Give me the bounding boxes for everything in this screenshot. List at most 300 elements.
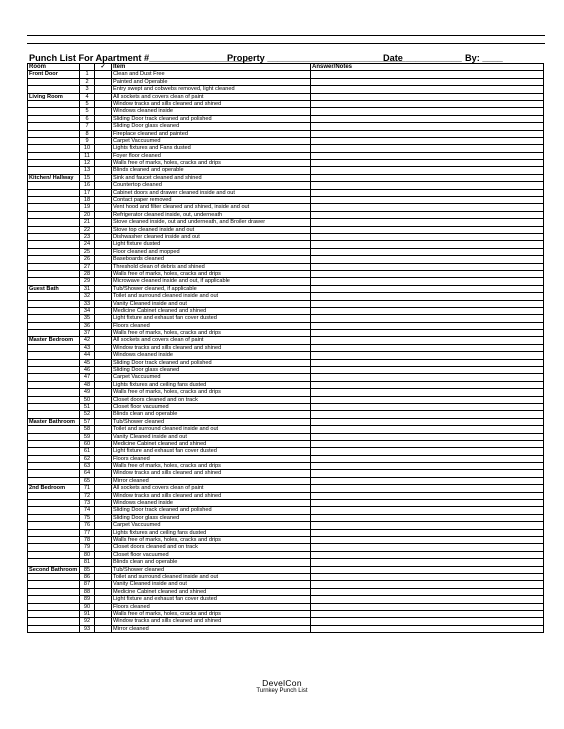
notes-cell[interactable] (311, 470, 544, 477)
notes-cell[interactable] (311, 581, 544, 588)
check-cell[interactable] (95, 204, 112, 211)
notes-cell[interactable] (311, 433, 544, 440)
check-cell[interactable] (95, 219, 112, 226)
item-cell: Floors cleaned (112, 603, 311, 610)
item-number-cell: 75 (80, 514, 95, 521)
room-cell (28, 625, 80, 632)
check-cell[interactable] (95, 211, 112, 218)
check-cell[interactable] (95, 108, 112, 115)
table-row (28, 426, 544, 433)
room-cell (28, 330, 80, 337)
check-cell[interactable] (95, 559, 112, 566)
check-cell[interactable] (95, 433, 112, 440)
item-number-cell: 23 (80, 233, 95, 240)
check-cell[interactable] (95, 241, 112, 248)
notes-cell[interactable] (311, 174, 544, 181)
check-cell[interactable] (95, 448, 112, 455)
check-cell[interactable] (95, 322, 112, 329)
item-number-cell: 92 (80, 618, 95, 625)
item-cell: Refrigerator cleaned inside, out, underneath (112, 211, 311, 218)
notes-cell[interactable] (311, 160, 544, 167)
table-row (28, 307, 544, 314)
item-cell: Blinds clean and operable (112, 411, 311, 418)
notes-cell[interactable] (311, 537, 544, 544)
item-cell: Mirror cleaned (112, 625, 311, 632)
room-cell (28, 263, 80, 270)
check-cell[interactable] (95, 566, 112, 573)
notes-cell[interactable] (311, 145, 544, 152)
room-cell (28, 322, 80, 329)
notes-cell[interactable] (311, 219, 544, 226)
table-row (28, 337, 544, 344)
check-cell[interactable] (95, 130, 112, 137)
notes-cell[interactable] (311, 396, 544, 403)
check-cell[interactable] (95, 426, 112, 433)
check-cell[interactable] (95, 581, 112, 588)
notes-cell[interactable] (311, 455, 544, 462)
item-number-cell: 77 (80, 529, 95, 536)
notes-cell[interactable] (311, 115, 544, 122)
check-cell[interactable] (95, 411, 112, 418)
room-cell (28, 470, 80, 477)
table-row (28, 514, 544, 521)
check-cell[interactable] (95, 115, 112, 122)
room-cell (28, 160, 80, 167)
item-number-cell: 2 (80, 78, 95, 85)
notes-cell[interactable] (311, 152, 544, 159)
room-cell (28, 396, 80, 403)
room-cell (28, 145, 80, 152)
check-cell[interactable] (95, 152, 112, 159)
item-number-cell: 76 (80, 522, 95, 529)
check-cell[interactable] (95, 197, 112, 204)
notes-cell[interactable] (311, 389, 544, 396)
notes-cell[interactable] (311, 403, 544, 410)
check-cell[interactable] (95, 359, 112, 366)
item-cell: Walls free of marks, holes, cracks and drips (112, 610, 311, 617)
notes-cell[interactable] (311, 285, 544, 292)
by-field-label: By: ____ (465, 53, 503, 63)
notes-cell[interactable] (311, 315, 544, 322)
item-number-cell: 51 (80, 403, 95, 410)
notes-cell[interactable] (311, 485, 544, 492)
table-row (28, 566, 544, 573)
check-cell[interactable] (95, 167, 112, 174)
notes-cell[interactable] (311, 182, 544, 189)
check-cell[interactable] (95, 71, 112, 78)
item-number-cell: 9 (80, 137, 95, 144)
room-cell: Second Bathroom (28, 566, 80, 573)
item-cell: Sink and faucet cleaned and shined (112, 174, 311, 181)
notes-cell[interactable] (311, 78, 544, 85)
check-cell[interactable] (95, 537, 112, 544)
notes-cell[interactable] (311, 71, 544, 78)
check-cell[interactable] (95, 337, 112, 344)
notes-cell[interactable] (311, 270, 544, 277)
notes-cell[interactable] (311, 197, 544, 204)
table-row (28, 477, 544, 484)
item-cell: Stove top cleaned inside and out (112, 226, 311, 233)
item-number-cell: 12 (80, 160, 95, 167)
room-cell (28, 529, 80, 536)
table-row (28, 610, 544, 617)
table-row (28, 396, 544, 403)
item-number-cell: 4 (80, 93, 95, 100)
check-cell[interactable] (95, 352, 112, 359)
item-cell: Dishwasher cleaned inside and out (112, 233, 311, 240)
check-cell[interactable] (95, 588, 112, 595)
notes-cell[interactable] (311, 529, 544, 536)
item-cell: Tub/Shower cleaned (112, 566, 311, 573)
notes-cell[interactable] (311, 130, 544, 137)
room-cell (28, 411, 80, 418)
notes-cell[interactable] (311, 477, 544, 484)
item-number-cell: 15 (80, 174, 95, 181)
notes-cell[interactable] (311, 418, 544, 425)
check-cell[interactable] (95, 529, 112, 536)
check-cell[interactable] (95, 182, 112, 189)
notes-cell[interactable] (311, 381, 544, 388)
item-number-cell: 48 (80, 381, 95, 388)
table-row (28, 322, 544, 329)
check-cell[interactable] (95, 551, 112, 558)
notes-cell[interactable] (311, 233, 544, 240)
notes-cell[interactable] (311, 588, 544, 595)
room-cell (28, 78, 80, 85)
notes-cell[interactable] (311, 566, 544, 573)
item-number-cell: 19 (80, 204, 95, 211)
item-cell: Mirror cleaned (112, 477, 311, 484)
item-number-cell: 13 (80, 167, 95, 174)
check-cell[interactable] (95, 374, 112, 381)
item-number-cell: 72 (80, 492, 95, 499)
table-row (28, 352, 544, 359)
check-cell[interactable] (95, 477, 112, 484)
check-cell[interactable] (95, 226, 112, 233)
notes-cell[interactable] (311, 337, 544, 344)
item-cell: Sliding Door glass cleaned (112, 123, 311, 130)
notes-cell[interactable] (311, 448, 544, 455)
check-cell[interactable] (95, 500, 112, 507)
table-row (28, 86, 544, 93)
table-row (28, 522, 544, 529)
notes-column-header: Answer/Notes (311, 64, 544, 71)
check-cell[interactable] (95, 174, 112, 181)
room-cell (28, 440, 80, 447)
check-cell[interactable] (95, 93, 112, 100)
room-cell (28, 514, 80, 521)
notes-cell[interactable] (311, 559, 544, 566)
notes-cell[interactable] (311, 603, 544, 610)
check-cell[interactable] (95, 485, 112, 492)
room-cell (28, 189, 80, 196)
room-cell (28, 537, 80, 544)
notes-cell[interactable] (311, 108, 544, 115)
table-row (28, 551, 544, 558)
item-number-cell: 74 (80, 507, 95, 514)
item-number-cell: 17 (80, 189, 95, 196)
notes-cell[interactable] (311, 426, 544, 433)
check-cell[interactable] (95, 418, 112, 425)
item-cell: Blinds cleaned and operable (112, 167, 311, 174)
item-number-cell: 25 (80, 248, 95, 255)
room-cell (28, 426, 80, 433)
item-cell: Foyer floor cleaned (112, 152, 311, 159)
room-cell (28, 507, 80, 514)
item-number-cell: 44 (80, 352, 95, 359)
item-number-cell: 64 (80, 470, 95, 477)
notes-cell[interactable] (311, 625, 544, 632)
notes-cell[interactable] (311, 507, 544, 514)
notes-cell[interactable] (311, 189, 544, 196)
notes-cell[interactable] (311, 167, 544, 174)
room-cell: Kitchen/ Hallway (28, 174, 80, 181)
check-cell[interactable] (95, 507, 112, 514)
check-cell[interactable] (95, 293, 112, 300)
item-cell: Blinds clean and operable (112, 559, 311, 566)
notes-cell[interactable] (311, 278, 544, 285)
check-cell[interactable] (95, 263, 112, 270)
table-row (28, 492, 544, 499)
apartment-field-label: Punch List For Apartment #____________________ (29, 53, 252, 63)
check-cell[interactable] (95, 300, 112, 307)
notes-cell[interactable] (311, 86, 544, 93)
item-number-cell: 33 (80, 300, 95, 307)
notes-cell[interactable] (311, 263, 544, 270)
room-cell (28, 167, 80, 174)
room-cell (28, 307, 80, 314)
room-cell (28, 115, 80, 122)
notes-cell[interactable] (311, 551, 544, 558)
item-number-cell: 49 (80, 389, 95, 396)
table-row (28, 573, 544, 580)
check-cell[interactable] (95, 522, 112, 529)
notes-cell[interactable] (311, 544, 544, 551)
check-cell[interactable] (95, 514, 112, 521)
notes-cell[interactable] (311, 344, 544, 351)
item-cell: Windows cleaned inside (112, 352, 311, 359)
notes-cell[interactable] (311, 256, 544, 263)
notes-cell[interactable] (311, 573, 544, 580)
item-number-cell: 86 (80, 573, 95, 580)
notes-cell[interactable] (311, 352, 544, 359)
check-cell[interactable] (95, 307, 112, 314)
item-cell: All sockets and covers clean of paint (112, 485, 311, 492)
item-cell: Sliding Door track cleaned and polished (112, 359, 311, 366)
notes-cell[interactable] (311, 374, 544, 381)
table-row (28, 160, 544, 167)
notes-cell[interactable] (311, 618, 544, 625)
check-cell[interactable] (95, 189, 112, 196)
room-cell: Master Bathroom (28, 418, 80, 425)
notes-cell[interactable] (311, 330, 544, 337)
item-cell: Vanity Cleaned inside and out (112, 300, 311, 307)
notes-cell[interactable] (311, 440, 544, 447)
room-cell (28, 367, 80, 374)
item-number-cell: 7 (80, 123, 95, 130)
table-row (28, 581, 544, 588)
table-row (28, 418, 544, 425)
check-cell[interactable] (95, 389, 112, 396)
check-cell[interactable] (95, 625, 112, 632)
notes-cell[interactable] (311, 93, 544, 100)
check-cell[interactable] (95, 137, 112, 144)
table-row (28, 448, 544, 455)
item-cell: Light fixture dusted (112, 241, 311, 248)
check-cell[interactable] (95, 603, 112, 610)
item-cell: Cabinet doors and drawer cleaned inside and out (112, 189, 311, 196)
check-cell[interactable] (95, 610, 112, 617)
item-number-cell: 81 (80, 559, 95, 566)
item-number-cell: 61 (80, 448, 95, 455)
table-row (28, 389, 544, 396)
check-cell[interactable] (95, 315, 112, 322)
notes-cell[interactable] (311, 463, 544, 470)
check-cell[interactable] (95, 344, 112, 351)
notes-cell[interactable] (311, 204, 544, 211)
check-cell[interactable] (95, 470, 112, 477)
notes-cell[interactable] (311, 137, 544, 144)
room-cell (28, 433, 80, 440)
item-cell: Closet floor vacuumed (112, 403, 311, 410)
table-row (28, 219, 544, 226)
check-cell[interactable] (95, 145, 112, 152)
check-cell[interactable] (95, 367, 112, 374)
room-column-header: Room (28, 64, 80, 71)
check-cell[interactable] (95, 233, 112, 240)
room-cell (28, 256, 80, 263)
item-cell: Floors cleaned (112, 322, 311, 329)
table-row (28, 381, 544, 388)
notes-cell[interactable] (311, 411, 544, 418)
notes-cell[interactable] (311, 248, 544, 255)
item-number-cell: 45 (80, 359, 95, 366)
room-cell (28, 123, 80, 130)
check-cell[interactable] (95, 278, 112, 285)
notes-cell[interactable] (311, 500, 544, 507)
item-number-cell: 42 (80, 337, 95, 344)
date-field-label: Date ___________ (383, 53, 462, 63)
notes-cell[interactable] (311, 367, 544, 374)
item-cell: Toilet and surround cleaned inside and out (112, 426, 311, 433)
check-cell[interactable] (95, 78, 112, 85)
check-cell[interactable] (95, 455, 112, 462)
table-row (28, 123, 544, 130)
table-row (28, 145, 544, 152)
room-cell (28, 352, 80, 359)
check-cell[interactable] (95, 492, 112, 499)
item-number-cell: 71 (80, 485, 95, 492)
item-cell: Walls free of marks, holes, cracks and drips (112, 463, 311, 470)
room-cell (28, 463, 80, 470)
item-cell: Tub/Shower cleaned (112, 418, 311, 425)
room-cell (28, 544, 80, 551)
table-row (28, 189, 544, 196)
check-cell[interactable] (95, 573, 112, 580)
notes-cell[interactable] (311, 307, 544, 314)
item-cell: Vanity Cleaned inside and out (112, 433, 311, 440)
check-cell[interactable] (95, 248, 112, 255)
notes-cell[interactable] (311, 322, 544, 329)
item-number-cell: 26 (80, 256, 95, 263)
notes-cell[interactable] (311, 211, 544, 218)
check-cell[interactable] (95, 270, 112, 277)
check-cell[interactable] (95, 440, 112, 447)
item-cell: Toilet and surround cleaned inside and out (112, 573, 311, 580)
notes-cell[interactable] (311, 100, 544, 107)
notes-cell[interactable] (311, 359, 544, 366)
table-row (28, 403, 544, 410)
room-cell (28, 233, 80, 240)
table-row (28, 470, 544, 477)
item-number-cell: 24 (80, 241, 95, 248)
item-cell: Medicine Cabinet cleaned and shined (112, 588, 311, 595)
notes-cell[interactable] (311, 492, 544, 499)
notes-cell[interactable] (311, 522, 544, 529)
check-cell[interactable] (95, 596, 112, 603)
item-cell: Contact paper removed (112, 197, 311, 204)
table-row (28, 256, 544, 263)
check-cell[interactable] (95, 618, 112, 625)
item-number-cell: 22 (80, 226, 95, 233)
item-cell: Walls free of marks, holes, cracks and drips (112, 160, 311, 167)
item-number-cell: 73 (80, 500, 95, 507)
table-row (28, 596, 544, 603)
item-number-cell: 31 (80, 285, 95, 292)
item-cell: Medicine Cabinet cleaned and shined (112, 307, 311, 314)
item-number-cell: 27 (80, 263, 95, 270)
item-cell: Baseboards cleaned (112, 256, 311, 263)
item-number-cell: 63 (80, 463, 95, 470)
notes-cell[interactable] (311, 300, 544, 307)
notes-cell[interactable] (311, 596, 544, 603)
table-row (28, 263, 544, 270)
check-cell[interactable] (95, 330, 112, 337)
check-cell[interactable] (95, 403, 112, 410)
item-cell: Clean and Dust Free (112, 71, 311, 78)
check-cell[interactable] (95, 381, 112, 388)
check-cell[interactable] (95, 100, 112, 107)
item-number-cell: 60 (80, 440, 95, 447)
item-cell: Light fixture and exhaust fan cover dusted (112, 448, 311, 455)
notes-cell[interactable] (311, 123, 544, 130)
room-cell (28, 610, 80, 617)
check-cell[interactable] (95, 160, 112, 167)
notes-cell[interactable] (311, 226, 544, 233)
room-cell (28, 596, 80, 603)
check-cell[interactable] (95, 123, 112, 130)
check-cell[interactable] (95, 86, 112, 93)
notes-cell[interactable] (311, 293, 544, 300)
room-cell (28, 108, 80, 115)
check-cell[interactable] (95, 396, 112, 403)
item-number-cell: 65 (80, 477, 95, 484)
room-cell (28, 100, 80, 107)
notes-cell[interactable] (311, 241, 544, 248)
table-row (28, 204, 544, 211)
check-cell[interactable] (95, 463, 112, 470)
check-cell[interactable] (95, 544, 112, 551)
check-cell[interactable] (95, 256, 112, 263)
item-number-cell: 78 (80, 537, 95, 544)
notes-cell[interactable] (311, 610, 544, 617)
table-row (28, 285, 544, 292)
check-cell[interactable] (95, 285, 112, 292)
room-cell (28, 559, 80, 566)
notes-cell[interactable] (311, 514, 544, 521)
item-cell: Walls free of marks, holes, cracks and drips (112, 389, 311, 396)
table-row (28, 115, 544, 122)
